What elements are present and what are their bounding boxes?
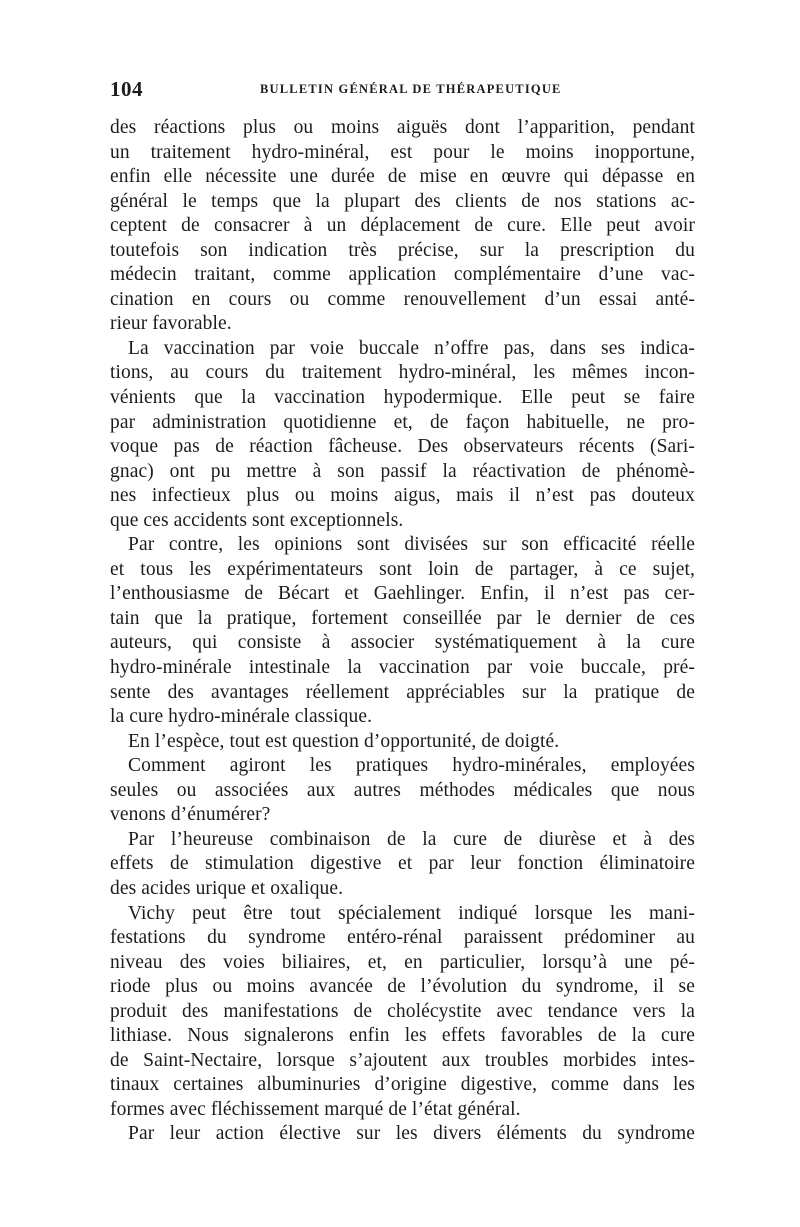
paragraph-start: Par l’heureuse combinaison de la cure de diurèse et à des: [128, 828, 695, 850]
text-line: enfin elle nécessite une durée de mise en œuvre qui dépasse en: [110, 166, 695, 188]
text-line: de Saint-Nectaire, lorsque s’ajoutent aux troubles morbides intes-: [110, 1049, 695, 1071]
text-line: nes infectieux plus ou moins aigus, mais il n’est pas douteux: [110, 485, 695, 507]
journal-title: BULLETIN GÉNÉRAL DE THÉRAPEUTIQUE: [260, 82, 562, 96]
text-line: gnac) ont pu mettre à son passif la réactivation de phénomè-: [110, 460, 695, 482]
text-line: tions, au cours du traitement hydro-minéral, les mêmes incon-: [110, 362, 695, 384]
text-line: général le temps que la plupart des clients de nos stations ac-: [110, 190, 695, 212]
paragraph-start: Vichy peut être tout spécialement indiqué lorsque les mani-: [128, 902, 695, 924]
text-line: voque pas de réaction fâcheuse. Des observateurs récents (Sari-: [110, 436, 695, 458]
text-line: hydro-minérale intestinale la vaccination par voie buccale, pré-: [110, 657, 695, 679]
text-line: cination en cours ou comme renouvellement d’un essai anté-: [110, 288, 695, 310]
paragraph-start: La vaccination par voie buccale n’offre pas, dans ses indica-: [128, 337, 695, 359]
text-line: formes avec fléchissement marqué de l’état général.: [110, 1098, 521, 1120]
text-line: la cure hydro-minérale classique.: [110, 706, 373, 728]
text-line: que ces accidents sont exceptionnels.: [110, 509, 404, 531]
text-line: ceptent de consacrer à un déplacement de cure. Elle peut avoir: [110, 215, 695, 237]
text-line: niveau des voies biliaires, et, en particulier, lorsqu’à une pé-: [110, 951, 695, 973]
text-line: riode plus ou moins avancée de l’évolution du syndrome, il se: [110, 976, 695, 998]
text-line: tinaux certaines albuminuries d’origine digestive, comme dans les: [110, 1074, 695, 1096]
paragraph-start: Par leur action élective sur les divers éléments du syndrome: [128, 1123, 695, 1145]
text-line: des réactions plus ou moins aiguës dont l’apparition, pendant: [110, 117, 695, 138]
text-line: tain que la pratique, fortement conseillée par le dernier de ces: [110, 607, 695, 629]
text-line: vénients que la vaccination hypodermique. Elle peut se faire: [110, 387, 695, 409]
text-line: et tous les expérimentateurs sont loin de partager, à ce sujet,: [110, 558, 695, 580]
text-line: sente des avantages réellement appréciables sur la pratique de: [110, 681, 695, 703]
paragraph-start: Par contre, les opinions sont divisées sur son efficacité réelle: [128, 534, 695, 556]
text-line: venons d’énumérer?: [110, 804, 271, 826]
text-line: produit des manifestations de cholécystite avec tendance vers la: [110, 1000, 695, 1022]
text-line: médecin traitant, comme application complémentaire d’une vac-: [110, 264, 695, 286]
text-line: lithiase. Nous signalerons enfin les effets favorables de la cure: [110, 1025, 695, 1047]
text-line: rieur favorable.: [110, 313, 232, 335]
page-number: 104: [110, 77, 143, 101]
paragraph-start: Comment agiront les pratiques hydro-minérales, employées: [128, 755, 695, 777]
text-line: auteurs, qui consiste à associer systématiquement à la cure: [110, 632, 695, 654]
paragraph-start: En l’espèce, tout est question d’opportunité, de doigté.: [128, 730, 560, 752]
text-line: seules ou associées aux autres méthodes médicales que nous: [110, 779, 695, 801]
text-line: l’enthousiasme de Bécart et Gaehlinger. Enfin, il n’est pas cer-: [110, 583, 695, 605]
text-line: festations du syndrome entéro-rénal paraissent prédominer au: [110, 927, 695, 949]
running-head: [110, 77, 695, 101]
text-line: par administration quotidienne et, de façon habituelle, ne pro-: [110, 411, 695, 433]
text-line: effets de stimulation digestive et par leur fonction éliminatoire: [110, 853, 695, 875]
text-line: un traitement hydro-minéral, est pour le moins inopportune,: [110, 141, 695, 163]
text-line: des acides urique et oxalique.: [110, 877, 344, 899]
text-line: toutefois son indication très précise, sur la prescription du: [110, 239, 695, 261]
body-text: [110, 116, 695, 1147]
